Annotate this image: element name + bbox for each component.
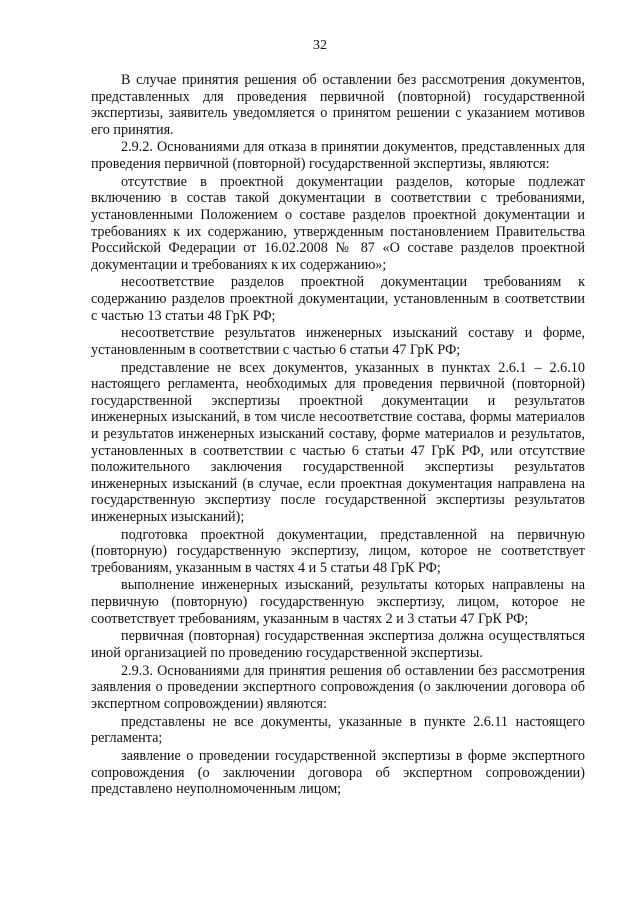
paragraph-other-organization: первичная (повторная) государственная экспертиза должна осуществляться иной организацией по проведению государственной экспертизы. — [91, 628, 585, 661]
page-body — [91, 72, 585, 798]
paragraph-survey-mismatch: несоответствие результатов инженерных изысканий составу и форме, установленным в соответствии с частью 6 статьи 47 ГрК РФ; — [91, 325, 585, 358]
paragraph-2-9-2-heading: 2.9.2. Основаниями для отказа в принятии документов, представленных для проведения первичной (повторной) государственной экспертизы, являются: — [91, 139, 585, 173]
paragraph-2-9-3-heading: 2.9.3. Основаниями для принятия решения об оставлении без рассмотрения заявления о проведении экспертного сопровождения (о заключении договора об экспертном сопровождении) являются: — [91, 662, 585, 712]
paragraph-missing-sections: отсутствие в проектной документации разделов, которые подлежат включению в состав такой документации в соответствии с требованиями, установленными Положением о составе разделов проектной документации и требованиях к их содержанию, утвержденным постановлением Правительства Российской Федерации от 16.02.2008 № 87 «О составе разделов проектной документации и требованиях к их содержанию»; — [91, 173, 585, 273]
paragraph-section-mismatch: несоответствие разделов проектной документации требованиям к содержанию разделов проектной документации, установленным в соответствии с частью 13 статьи 48 ГрК РФ; — [91, 274, 585, 324]
paragraph-unqualified-surveyor: выполнение инженерных изысканий, результаты которых направлены на первичную (повторную) государственную экспертизу, лицом, которое не соответствует требованиям, указанным в частях 2 и 3 статьи 47 ГрК РФ; — [91, 577, 585, 627]
page-number: 32 — [313, 38, 327, 53]
paragraph-unqualified-designer: подготовка проектной документации, представленной на первичную (повторную) государственную экспертизу, лицом, которое не соответствует требованиям, указанным в частях 4 и 5 статьи 48 ГрК РФ; — [91, 526, 585, 576]
paragraph-unauthorized-applicant: заявление о проведении государственной экспертизы в форме экспертного сопровождения (о заключении договора об экспертном сопровождении) представлено неуполномоченным лицом; — [91, 748, 585, 798]
paragraph-missing-2-6-11: представлены не все документы, указанные в пункте 2.6.11 настоящего регламента; — [91, 713, 585, 747]
paragraph-incomplete-documents: представление не всех документов, указанных в пунктах 2.6.1 – 2.6.10 настоящего регламента, необходимых для проведения первичной (повторной) государственной экспертизы проектной документации и результатов инженерных изысканий, в том числе несоответствие состава, формы материалов и результатов инженерных изысканий составу, форме материалов и результатов, установленных в соответствии с частью 6 статьи 47 ГрК РФ, или отсутствие положительного заключения государственной экспертизы результатов инженерных изысканий (в случае, если проектная документация направлена на государственную экспертизу после государственной экспертизы результатов инженерных изысканий); — [91, 359, 585, 525]
paragraph-rejection-notice: В случае принятия решения об оставлении без рассмотрения документов, представленных для проведения первичной (повторной) государственной экспертизы, заявитель уведомляется о принятом решении с указанием мотивов его принятия. — [91, 72, 585, 138]
